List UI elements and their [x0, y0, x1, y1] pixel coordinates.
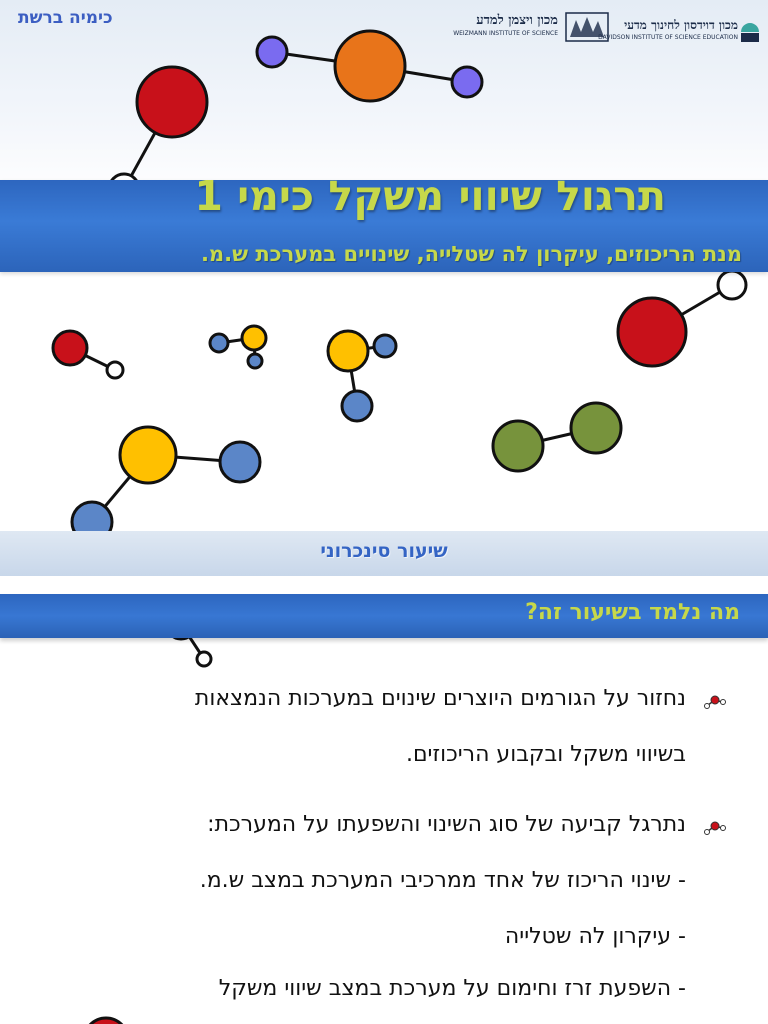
bullet-1-line-1: נחזור על הגורמים היוצרים שינוים במערכות הנמצאות: [194, 686, 686, 711]
bullet-1-line-2: בשיווי משקל ובקבוע הריכוזים.: [405, 742, 686, 767]
davidson-logo-english: DAVIDSON INSTITUTE OF SCIENCE EDUCATION: [598, 34, 738, 41]
green-atom: [493, 421, 543, 471]
orange-atom: [335, 31, 405, 101]
red-atom: [84, 1018, 128, 1024]
davidson-emblem-icon: [738, 18, 762, 44]
page-subtitle: מנת הריכוזים, עיקרון לה שטלייה, שינויים במערכת ש.מ.: [200, 242, 742, 266]
red-atom: [137, 67, 207, 137]
white-atom: [718, 271, 746, 299]
red-atom: [53, 331, 87, 365]
course-brand: כימיה ברשת: [18, 8, 113, 28]
yellow-atom: [328, 331, 368, 371]
davidson-logo: [598, 16, 762, 50]
red-atom: [618, 298, 686, 366]
sub-item-1: - שינוי הריכוז של אחד ממרכיבי המערכת במצב ש.מ.: [199, 868, 686, 893]
weizmann-logo-hebrew: מכון ויצמן למדע: [476, 13, 558, 28]
blue-atom: [210, 334, 228, 352]
weizmann-logo-english: WEIZMANN INSTITUTE OF SCIENCE: [453, 30, 558, 37]
blue-atom: [248, 354, 262, 368]
page-title: תרגול שיווי משקל כימי 1: [194, 172, 666, 220]
molecule-bullet-icon: [702, 694, 726, 710]
blue-atom: [374, 335, 396, 357]
blue-atom: [220, 442, 260, 482]
bullet-2-line-1: נתרגל קביעה של סוג השינוי והשפעתו על המערכת:: [207, 812, 686, 837]
blue-atom: [342, 391, 372, 421]
section-title: מה נלמד בשיעור זה?: [525, 600, 740, 625]
white-atom: [107, 362, 123, 378]
violet-atom: [257, 37, 287, 67]
sub-item-3: - השפעת זרז וחימום על מערכת במצב שיווי משקל: [218, 976, 686, 1001]
sub-item-2: - עיקרון לה שטלייה: [504, 924, 686, 949]
davidson-logo-hebrew: מכון דוידסון לחינוך מדעי: [624, 18, 738, 32]
green-atom: [571, 403, 621, 453]
weizmann-logo: [453, 12, 610, 44]
molecule-bullet-icon: [702, 820, 726, 836]
yellow-atom: [120, 427, 176, 483]
white-atom: [197, 652, 211, 666]
violet-atom: [452, 67, 482, 97]
yellow-atom: [242, 326, 266, 350]
lesson-type-label: שיעור סינכרוני: [320, 540, 448, 562]
